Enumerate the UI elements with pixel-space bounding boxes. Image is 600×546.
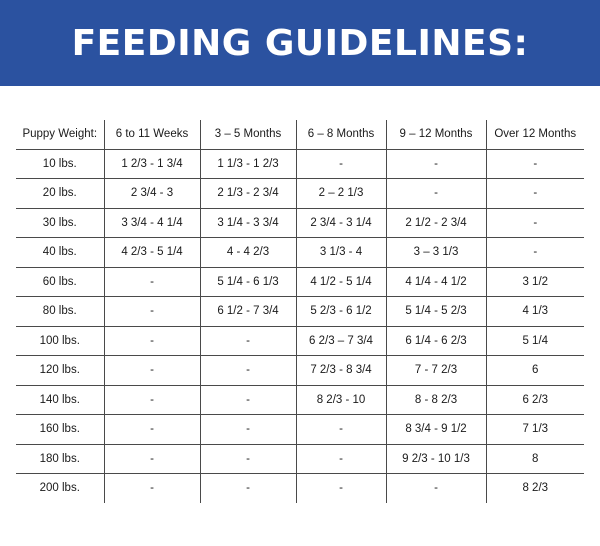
amount-cell: - — [200, 385, 296, 415]
amount-cell: 5 1/4 — [486, 326, 584, 356]
amount-cell: - — [200, 415, 296, 445]
amount-cell: 3 3/4 - 4 1/4 — [104, 208, 200, 238]
amount-cell: - — [486, 149, 584, 179]
weight-cell: 200 lbs. — [39, 482, 80, 495]
amount-cell: - — [104, 385, 200, 415]
amount-cell: - — [104, 297, 200, 327]
amount-cell: 4 1/2 - 5 1/4 — [296, 267, 386, 297]
amount-cell: - — [104, 444, 200, 474]
amount-cell: 3 1/4 - 3 3/4 — [200, 208, 296, 238]
amount-cell: - — [104, 415, 200, 445]
amount-cell: 8 - 8 2/3 — [386, 385, 486, 415]
weight-cell: 160 lbs. — [16, 415, 104, 445]
weight-cell: 120 lbs. — [16, 356, 104, 386]
amount-cell: - — [104, 326, 200, 356]
amount-cell: 4 1/4 - 4 1/2 — [386, 267, 486, 297]
amount-cell: - — [386, 179, 486, 209]
amount-cell: - — [386, 474, 486, 503]
table-row — [16, 474, 584, 503]
table-row — [16, 238, 584, 268]
amount-cell: - — [200, 356, 296, 386]
amount-cell: - — [386, 149, 486, 179]
weight-cell: 80 lbs. — [16, 297, 104, 327]
feeding-table-container — [16, 120, 584, 503]
weight-cell: 100 lbs. — [16, 326, 104, 356]
table-body — [16, 149, 584, 503]
amount-cell: 8 — [486, 444, 584, 474]
weight-cell: 30 lbs. — [16, 208, 104, 238]
weight-cell: 180 lbs. — [16, 444, 104, 474]
amount-cell: - — [296, 149, 386, 179]
amount-cell: 2 1/3 - 2 3/4 — [200, 179, 296, 209]
header-puppy-weight: Puppy Weight: — [16, 120, 104, 149]
header-age-column: 9 – 12 Months — [386, 120, 486, 149]
table-row — [16, 179, 584, 209]
amount-cell: 9 2/3 - 10 1/3 — [386, 444, 486, 474]
amount-cell: 4 2/3 - 5 1/4 — [104, 238, 200, 268]
weight-cell: 40 lbs. — [16, 238, 104, 268]
header-age-column: Over 12 Months — [486, 120, 584, 149]
header-age-column: 3 – 5 Months — [200, 120, 296, 149]
amount-cell: 3 – 3 1/3 — [386, 238, 486, 268]
amount-cell: 6 1/2 - 7 3/4 — [200, 297, 296, 327]
table-row — [16, 415, 584, 445]
amount-cell: - — [486, 208, 584, 238]
table-row — [16, 149, 584, 179]
amount-cell: 2 1/2 - 2 3/4 — [386, 208, 486, 238]
weight-cell: 60 lbs. — [16, 267, 104, 297]
amount-cell: 5 1/4 - 6 1/3 — [200, 267, 296, 297]
amount-cell: - — [296, 415, 386, 445]
amount-cell: - — [200, 474, 296, 503]
header-age-column: 6 – 8 Months — [296, 120, 386, 149]
amount-cell: 4 - 4 2/3 — [200, 238, 296, 268]
amount-cell: - — [200, 444, 296, 474]
amount-cell: 7 1/3 — [486, 415, 584, 445]
table-row — [16, 208, 584, 238]
table-row — [16, 297, 584, 327]
amount-cell: 1 1/3 - 1 2/3 — [200, 149, 296, 179]
amount-cell: - — [296, 474, 386, 503]
amount-cell: - — [104, 267, 200, 297]
weight-cell: 140 lbs. — [16, 385, 104, 415]
amount-cell: 2 3/4 - 3 — [104, 179, 200, 209]
amount-cell: 5 2/3 - 6 1/2 — [296, 297, 386, 327]
table-row — [16, 444, 584, 474]
title-banner — [0, 0, 600, 86]
amount-cell: 6 2/3 — [486, 385, 584, 415]
header-age-column: 6 to 11 Weeks — [104, 120, 200, 149]
weight-cell: 20 lbs. — [16, 179, 104, 209]
feeding-guidelines-table — [16, 120, 584, 503]
table-row — [16, 326, 584, 356]
amount-cell: 6 — [486, 356, 584, 386]
amount-cell: 7 - 7 2/3 — [386, 356, 486, 386]
page-title: FEEDING GUIDELINES: — [71, 22, 529, 64]
amount-cell: 6 2/3 – 7 3/4 — [296, 326, 386, 356]
amount-cell: - — [486, 238, 584, 268]
amount-cell: 1 2/3 - 1 3/4 — [104, 149, 200, 179]
weight-cell: 10 lbs. — [16, 149, 104, 179]
amount-cell: - — [296, 444, 386, 474]
amount-cell: 8 2/3 - 10 — [296, 385, 386, 415]
amount-cell: 8 2/3 — [486, 474, 584, 503]
amount-cell: 3 1/2 — [486, 267, 584, 297]
amount-cell: 5 1/4 - 5 2/3 — [386, 297, 486, 327]
amount-cell: - — [486, 179, 584, 209]
table-row — [16, 267, 584, 297]
amount-cell: 8 3/4 - 9 1/2 — [386, 415, 486, 445]
amount-cell: - — [104, 356, 200, 386]
table-row — [16, 356, 584, 386]
amount-cell: 4 1/3 — [486, 297, 584, 327]
table-row — [16, 385, 584, 415]
amount-cell: 6 1/4 - 6 2/3 — [386, 326, 486, 356]
amount-cell: 2 – 2 1/3 — [296, 179, 386, 209]
amount-cell: 7 2/3 - 8 3/4 — [296, 356, 386, 386]
table-header-row — [16, 120, 584, 149]
amount-cell: - — [200, 326, 296, 356]
amount-cell: 2 3/4 - 3 1/4 — [296, 208, 386, 238]
amount-cell: - — [104, 474, 200, 503]
amount-cell: 3 1/3 - 4 — [296, 238, 386, 268]
